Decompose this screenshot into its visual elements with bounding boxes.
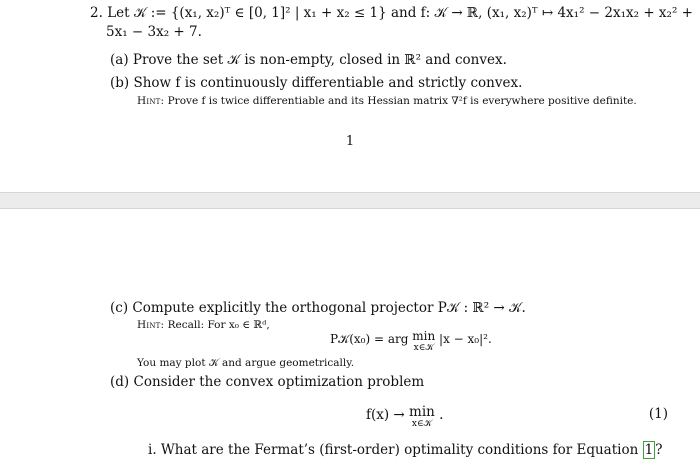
part-b-text: Show f is continuously differentiable and strictly convex. bbox=[133, 75, 523, 91]
part-a bbox=[110, 51, 507, 69]
subquestion-i-end: ? bbox=[655, 442, 663, 458]
equation-min-operator bbox=[409, 406, 435, 429]
page-break bbox=[0, 192, 700, 209]
problem-statement-line2 bbox=[106, 23, 202, 41]
subquestion-i-label: i. bbox=[148, 442, 157, 458]
problem-number: 2. bbox=[90, 5, 103, 21]
part-c-label: (c) bbox=[110, 300, 129, 316]
part-d-text: Consider the convex optimization problem bbox=[133, 374, 425, 390]
equation-number: (1) bbox=[648, 406, 668, 422]
part-a-label: (a) bbox=[110, 52, 129, 68]
projection-min-text: min bbox=[412, 329, 436, 343]
subquestion-i bbox=[148, 441, 662, 459]
part-c-hint bbox=[137, 316, 270, 334]
equation-min-text: min bbox=[409, 404, 435, 420]
part-b-hint bbox=[137, 92, 637, 110]
part-d bbox=[110, 373, 424, 391]
part-c bbox=[110, 299, 526, 317]
problem-line2-text: 5x₁ − 3x₂ + 7. bbox=[106, 24, 202, 40]
part-c-hint-label: Hint: bbox=[137, 319, 165, 331]
part-b bbox=[110, 74, 522, 92]
part-c-note: You may plot 𝒦 and argue geometrically. bbox=[137, 357, 355, 369]
part-c-text: Compute explicitly the orthogonal projector P𝒦 : ℝ² → 𝒦. bbox=[132, 300, 526, 316]
projection-formula-right: |x − x₀|². bbox=[439, 332, 492, 346]
page-number: 1 bbox=[345, 134, 355, 149]
projection-min-operator bbox=[412, 330, 435, 353]
part-b-hint-text: Prove f is twice differentiable and its Hessian matrix ∇²f is everywhere positive definite. bbox=[167, 95, 637, 107]
projection-formula-left: P𝒦(x₀) = arg bbox=[330, 332, 409, 346]
problem-statement-line1 bbox=[90, 4, 693, 22]
optimization-equation bbox=[366, 406, 443, 429]
page-top bbox=[0, 0, 700, 192]
equation-min-subscript: x∈𝒦 bbox=[411, 419, 433, 429]
equation-left: f(x) → bbox=[366, 407, 405, 423]
part-a-text: Prove the set 𝒦 is non-empty, closed in ℝ² and convex. bbox=[132, 52, 507, 68]
equation-right: . bbox=[439, 407, 444, 423]
page-bottom bbox=[0, 209, 700, 464]
part-b-hint-label: Hint: bbox=[137, 95, 165, 107]
problem-line1-text: Let 𝒦 := {(x₁, x₂)ᵀ ∈ [0, 1]² | x₁ + x₂ ≤ 1} and f: 𝒦 → ℝ, (x₁, x₂)ᵀ ↦ 4x₁² − 2x₁x₂ + x₂² + bbox=[107, 5, 693, 21]
part-b-label: (b) bbox=[110, 75, 130, 91]
projection-formula bbox=[330, 330, 492, 353]
projection-min-subscript: x∈𝒦 bbox=[413, 343, 434, 353]
part-c-hint-text: Recall: For x₀ ∈ ℝᵈ, bbox=[167, 319, 270, 331]
subquestion-i-text: What are the Fermat’s (first-order) optimality conditions for Equation bbox=[160, 442, 639, 458]
equation-reference-link[interactable]: 1 bbox=[644, 442, 654, 458]
part-d-label: (d) bbox=[110, 374, 130, 390]
